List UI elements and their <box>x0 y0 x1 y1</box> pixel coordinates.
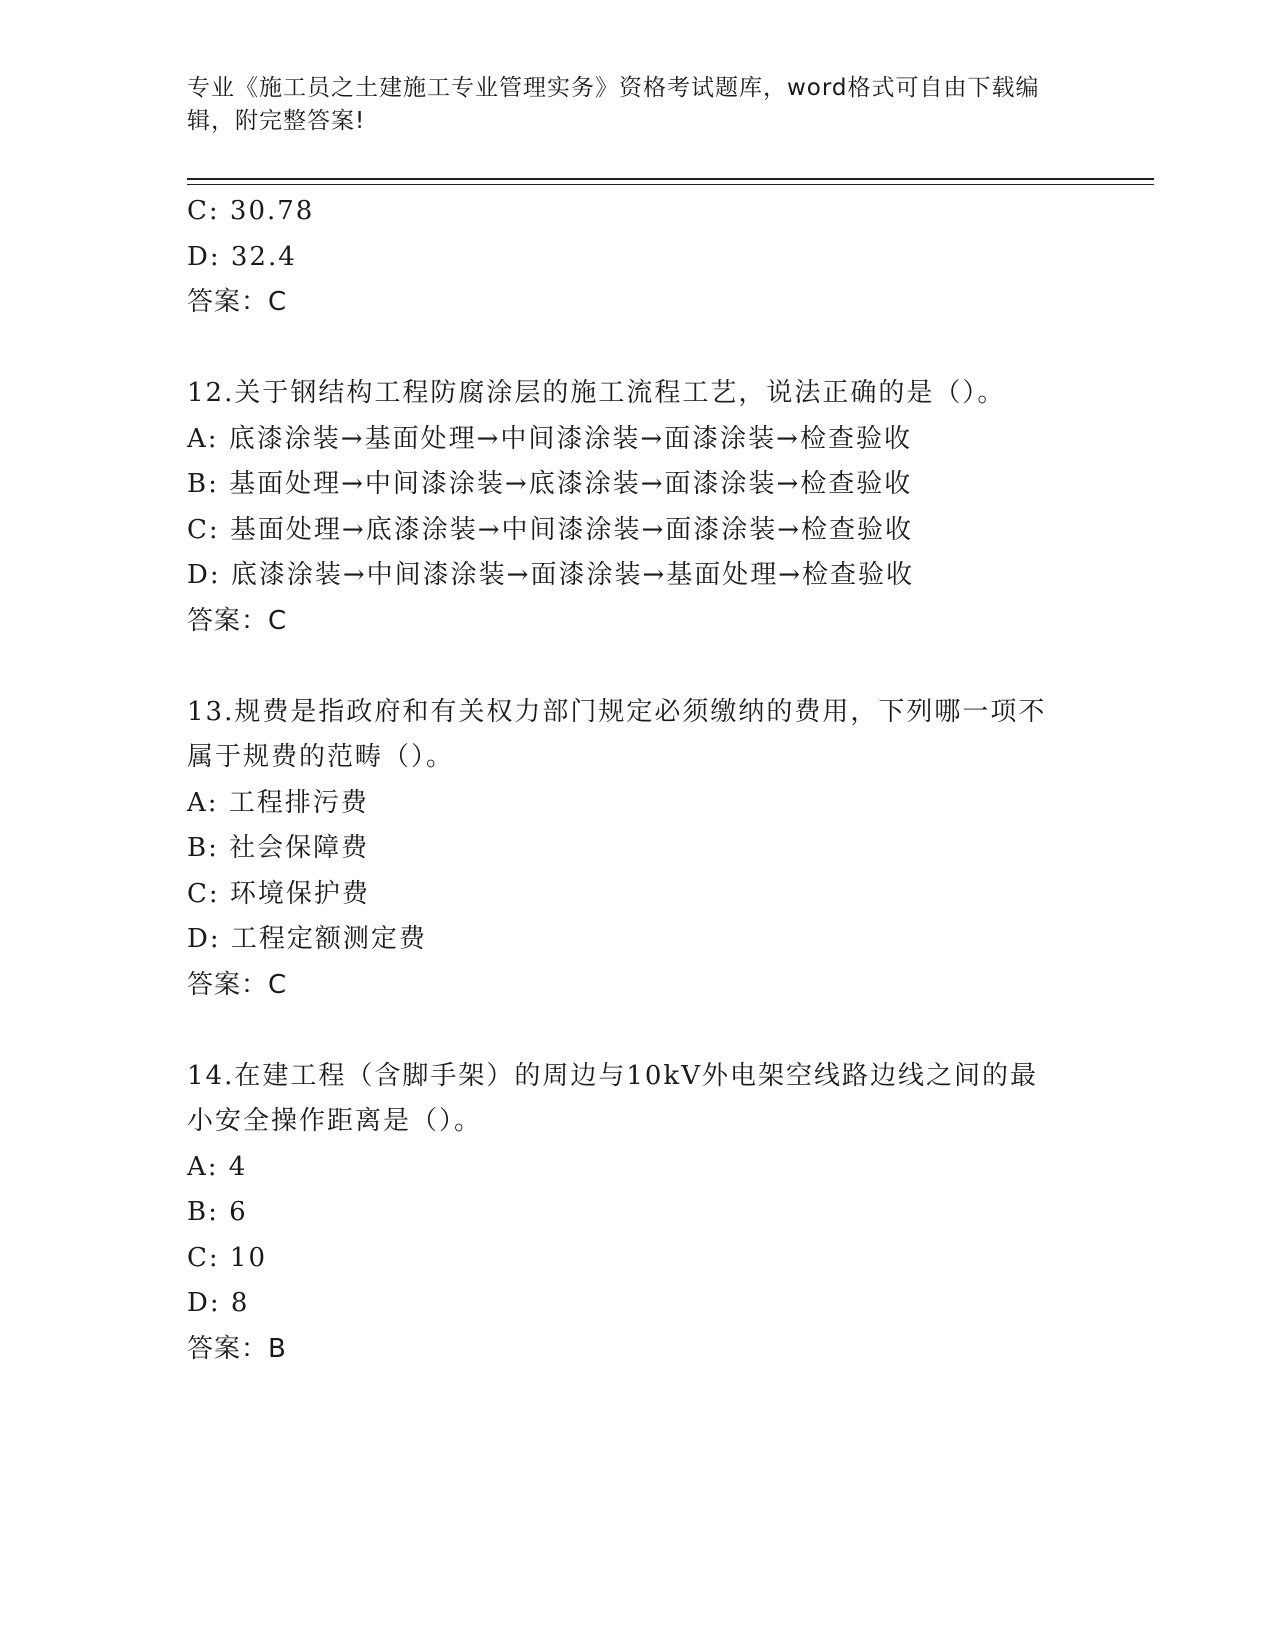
question-text: 12.关于钢结构工程防腐涂层的施工流程工艺，说法正确的是（）。 <box>187 378 1006 408</box>
option-a: A: 底漆涂装→基面处理→中间漆涂装→面漆涂装→检查验收 <box>187 423 912 454</box>
question-text: 13.规费是指政府和有关权力部门规定必须缴纳的费用，下列哪一项不 <box>187 696 1047 727</box>
option-b: B: 基面处理→中间漆涂装→底漆涂装→面漆涂装→检查验收 <box>187 469 913 499</box>
option-c: C: 环境保护费 <box>187 878 370 909</box>
header-rule-thin <box>187 184 1154 185</box>
question-text: 小安全操作距离是（）。 <box>187 1106 483 1136</box>
document-header <box>187 72 1087 138</box>
answer-line: 答案：C <box>187 287 288 317</box>
question-text: 14.在建工程（含脚手架）的周边与10kV外电架空线路边线之间的最 <box>187 1060 1038 1091</box>
header-line-1: 专业《施工员之土建施工专业管理实务》资格考试题库，word格式可自由下载编 <box>187 75 1040 101</box>
spacer <box>187 1008 1087 1054</box>
option-d: D: 8 <box>187 1288 250 1318</box>
option-b: B: 社会保障费 <box>187 833 370 863</box>
question-text: 属于规费的范畴（）。 <box>187 742 455 772</box>
option-b: B: 6 <box>187 1197 248 1227</box>
option-a: A: 工程排污费 <box>187 787 369 818</box>
option-c: C: 30.78 <box>187 196 315 226</box>
answer-line: 答案：C <box>187 605 288 636</box>
header-rule-thick <box>187 178 1154 180</box>
answer-line: 答案：B <box>187 1333 287 1364</box>
question-14 <box>187 1054 1087 1373</box>
header-line-2: 辑，附完整答案! <box>187 108 366 134</box>
question-13 <box>187 690 1087 1009</box>
answer-line: 答案：C <box>187 969 288 1000</box>
option-c: C: 10 <box>187 1242 268 1273</box>
prev-question-tail <box>187 189 1087 326</box>
option-d: D: 工程定额测定费 <box>187 924 427 954</box>
document-body <box>187 189 1087 1372</box>
option-d: D: 底漆涂装→中间漆涂装→面漆涂装→基面处理→检查验收 <box>187 560 915 590</box>
option-a: A: 4 <box>187 1151 248 1182</box>
question-12 <box>187 371 1087 644</box>
option-c: C: 基面处理→底漆涂装→中间漆涂装→面漆涂装→检查验收 <box>187 514 914 545</box>
spacer <box>187 644 1087 690</box>
spacer <box>187 326 1087 372</box>
option-d: D: 32.4 <box>187 241 297 272</box>
